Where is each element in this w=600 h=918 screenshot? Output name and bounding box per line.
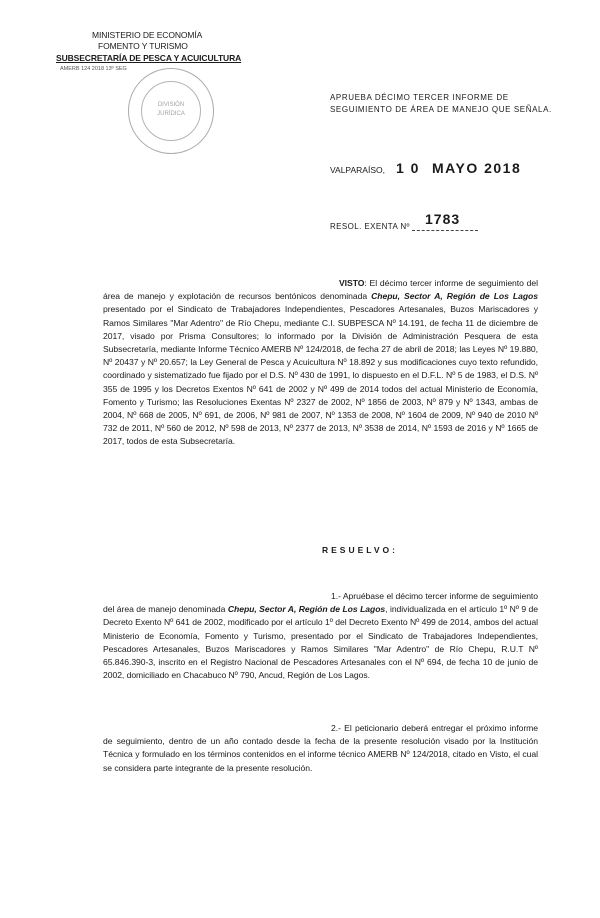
division-stamp bbox=[128, 68, 214, 154]
subsecretaria-heading: SUBSECRETARÍA DE PESCA Y ACUICULTURA bbox=[56, 53, 242, 63]
resol-label: RESOL. EXENTA Nº bbox=[330, 222, 410, 231]
reference-code: AMERB 124 2018 13º SEG bbox=[60, 66, 127, 72]
visto-area-name: Chepu, Sector A, Región de Los Lagos bbox=[371, 291, 538, 302]
resol-underline bbox=[412, 230, 478, 231]
item2-text: 2.- El peticionario deberá entregar el próximo informe de seguimiento, dentro de un año contado desde la fecha de la presente resolución visado por la Institución Técnica y formulado en los términos contenidos en el informe técnico AMERB Nº 124/2018, citado en Visto, el cual se considera parte integrante de la presente resolución. bbox=[103, 723, 538, 773]
visto-lead: VISTO bbox=[339, 278, 365, 288]
ministry-line-2: FOMENTO Y TURISMO bbox=[98, 41, 188, 51]
item1-text-b: , individualizada en el artículo 1º Nº 9 de Decreto Exento Nº 641 de 2002, modificado por el artículo 1º del Decreto Exento Nº 499 de 2014, ambos del actual Ministerio de Economía, Fomento y Turismo, presentado por el Sindicato de Trabajadores Independientes, Pescadores Artesanales, Buzos Mariscadores y Ramos Similares "Mar Adentro" de Río Chepu, R.U.T Nº 65.846.390-3, inscrito en el Registro Nacional de Pescadores Artesanales con el Nº 694, de fecha 10 de junio de 2002, domiciliado en Chacabuco Nº 790, Ancud, Región de Los Lagos. bbox=[103, 604, 539, 681]
resuelvo-item-2 bbox=[103, 722, 538, 775]
resol-number: 1783 bbox=[425, 211, 461, 227]
visto-text-b: presentado por el Sindicato de Trabajadores Independientes, Pescadores Artesanales, Buzos Mariscadores y Ramos Similares "Mar Adentro" de Río Chepu, mediante C.I. SUBPESCA Nº 14.191, de fecha 11 de diciembre de 2017, visado por Prisma Consultores; lo informado por la División de Administración Pesquera de esta Subsecretaría, mediante Informe Técnico AMERB Nº 124/2018, de fecha 27 de abril de 2018; las Leyes Nº 19.880, Nº 20437 y Nº 20.657; la Ley General de Pesca y Acuicultura Nº 18.892 y sus modificaciones cuyo texto refundido, coordinado y sistematizado fue fijado por el D.S. Nº 430 de 1991, lo dispuesto en el D.F.L. Nº 5 de 1983, el D.S. Nº 355 de 1995 y los Decretos Exentos Nº 641 de 2002 y Nº 499 de 2014 todos del actual Ministerio de Economía, Fomento y Turismo; las Resoluciones Exentas Nº 2327 de 2002, Nº 1856 de 2003, Nº 879 y Nº 1343, ambas de 2004, Nº 668 de 2005, Nº 691, de 2006, Nº 981 de 2007, Nº 1353 de 2008, Nº 1604 de 2009, Nº 940 de 2010 Nº 732 de 2011, Nº 560 de 2012, Nº 598 de 2013, Nº 2377 de 2013, Nº 3538 de 2014, Nº 1593 de 2016 y Nº 1665 de 2017, todos de esta Subsecretaría. bbox=[103, 304, 538, 447]
resuelvo-heading: RESUELVO: bbox=[322, 545, 398, 555]
item1-area-name: Chepu, Sector A, Región de Los Lagos bbox=[227, 604, 386, 615]
resuelvo-item-1 bbox=[103, 590, 538, 682]
subject-line-2: SEGUIMIENTO DE ÁREA DE MANEJO QUE SEÑALA. bbox=[330, 105, 552, 114]
subject-line-1: APRUEBA DÉCIMO TERCER INFORME DE bbox=[330, 93, 509, 102]
stamp-text-2: JURÍDICA bbox=[157, 111, 185, 117]
date-month-year: MAYO 2018 bbox=[432, 160, 522, 176]
date-day: 1 0 bbox=[396, 160, 420, 176]
visto-paragraph bbox=[103, 277, 538, 449]
ministry-line-1: MINISTERIO DE ECONOMÍA bbox=[92, 30, 203, 40]
item1-text-a: 1.- Apruébase el décimo tercer informe de seguimiento del área de manejo denominada bbox=[103, 591, 538, 615]
date-city: VALPARAÍSO, bbox=[330, 165, 385, 175]
stamp-text-1: DIVISIÓN bbox=[157, 102, 185, 108]
visto-text-a: : El décimo tercer informe de seguimiento del área de manejo y explotación de recursos bentónicos denominada bbox=[103, 278, 538, 302]
